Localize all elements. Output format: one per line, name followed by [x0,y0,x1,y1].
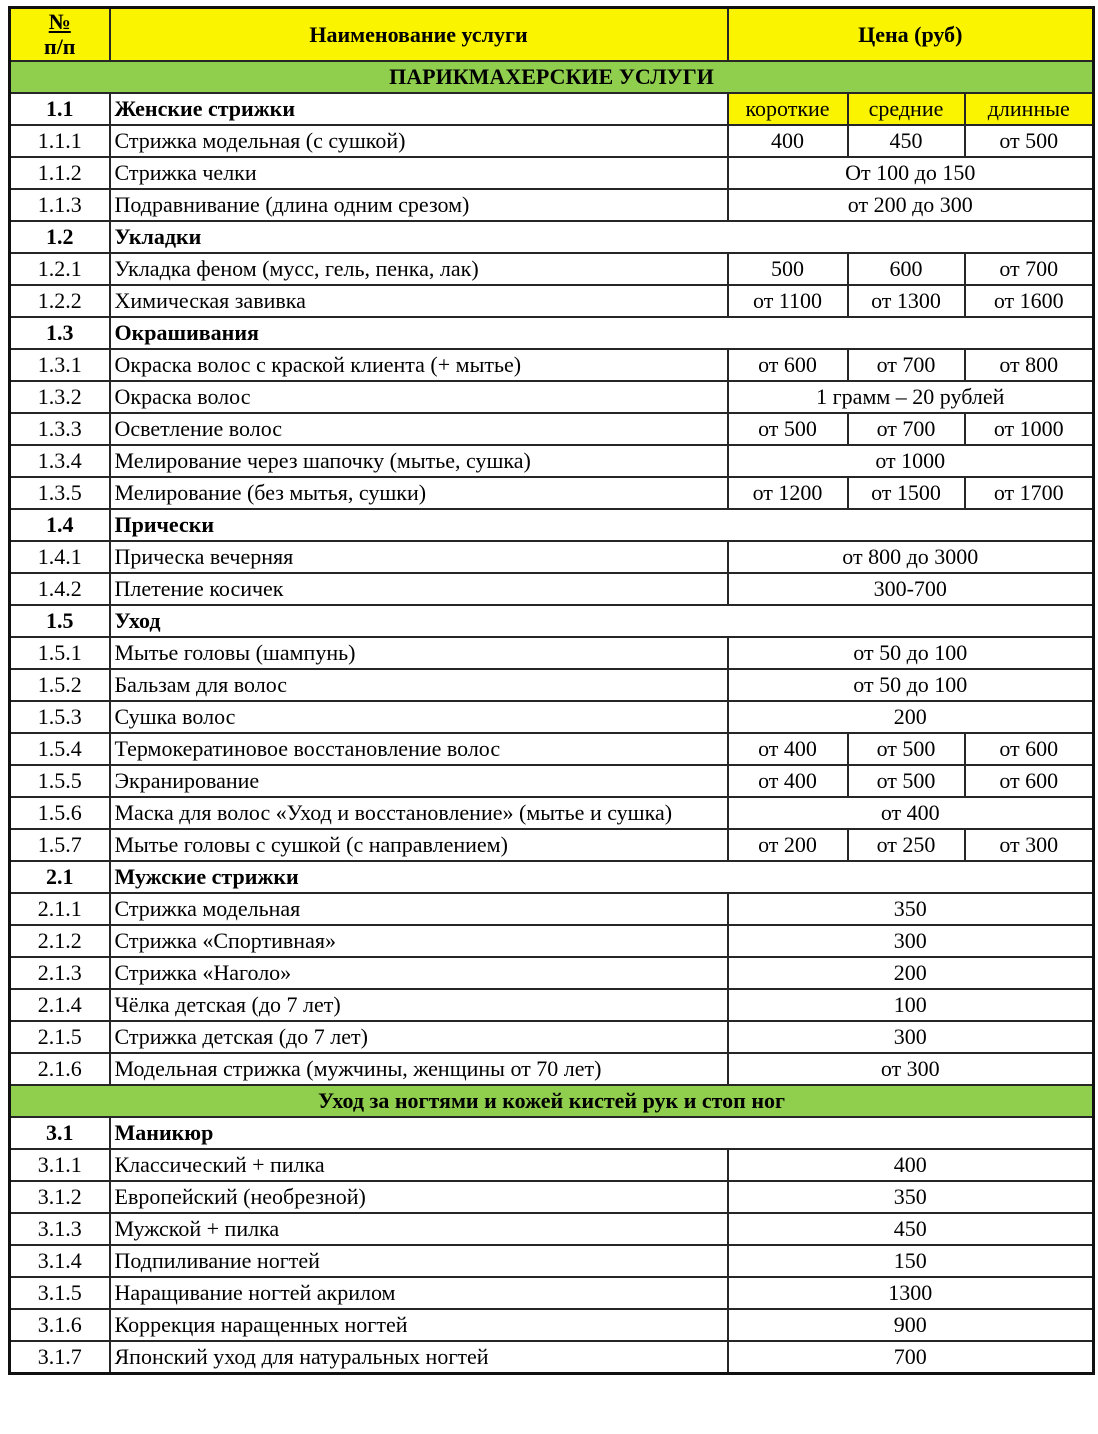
service-name-cell: Мытье головы (шампунь) [110,637,728,669]
price-cell: от 700 [848,413,965,445]
service-name-cell: Чёлка детская (до 7 лет) [110,989,728,1021]
table-row [10,765,1094,797]
table-row [10,1117,1094,1149]
table-row [10,1021,1094,1053]
header-number-line2: п/п [44,34,76,60]
service-name-cell: Мужские стрижки [110,861,1094,893]
price-cell: от 700 [965,253,1094,285]
table-row [10,509,1094,541]
row-number-cell: 1.5.1 [10,637,110,669]
row-number-cell: 1.5.2 [10,669,110,701]
row-number-cell: 1.5.3 [10,701,110,733]
price-cell: от 250 [848,829,965,861]
row-number-cell: 1.3.2 [10,381,110,413]
price-list-table [8,6,1095,1375]
price-cell: 700 [728,1341,1094,1374]
price-cell: от 800 до 3000 [728,541,1094,573]
service-name-cell: Уход [110,605,1094,637]
service-name-cell: Экранирование [110,765,728,797]
price-cell: 300 [728,1021,1094,1053]
header-price-cell: Цена (руб) [728,8,1094,61]
header-number-line1: № [48,9,71,34]
price-cell: от 50 до 100 [728,637,1094,669]
price-cell: от 200 до 300 [728,189,1094,221]
service-name-cell: Прически [110,509,1094,541]
price-cell: От 100 до 150 [728,157,1094,189]
price-cell: 150 [728,1245,1094,1277]
section-band-label: ПАРИКМАХЕРСКИЕ УСЛУГИ [10,61,1094,93]
row-number-cell: 3.1 [10,1117,110,1149]
row-number-cell: 1.2.2 [10,285,110,317]
row-number-cell: 1.3.4 [10,445,110,477]
row-number-cell: 3.1.1 [10,1149,110,1181]
table-row [10,829,1094,861]
table-row [10,605,1094,637]
table-row [10,893,1094,925]
price-cell: от 300 [728,1053,1094,1085]
length-column-header-cell: длинные [965,93,1094,125]
table-row [10,157,1094,189]
row-number-cell: 3.1.6 [10,1309,110,1341]
row-number-cell: 3.1.5 [10,1277,110,1309]
row-number-cell: 2.1.6 [10,1053,110,1085]
table-row [10,573,1094,605]
price-cell: от 500 [848,733,965,765]
row-number-cell: 2.1.1 [10,893,110,925]
table-row [10,477,1094,509]
service-name-cell: Модельная стрижка (мужчины, женщины от 70 лет) [110,1053,728,1085]
table-row [10,445,1094,477]
price-cell: 350 [728,893,1094,925]
row-number-cell: 1.3.1 [10,349,110,381]
row-number-cell: 1.4 [10,509,110,541]
price-cell: от 1000 [728,445,1094,477]
table-row [10,1277,1094,1309]
price-cell: 350 [728,1181,1094,1213]
row-number-cell: 1.3.5 [10,477,110,509]
table-row [10,253,1094,285]
price-cell: от 1000 [965,413,1094,445]
row-number-cell: 2.1.3 [10,957,110,989]
service-name-cell: Стрижка модельная [110,893,728,925]
price-cell: 200 [728,957,1094,989]
row-number-cell: 3.1.4 [10,1245,110,1277]
table-row [10,317,1094,349]
service-name-cell: Стрижка челки [110,157,728,189]
price-cell: от 500 [848,765,965,797]
service-name-cell: Маникюр [110,1117,1094,1149]
row-number-cell: 1.5.6 [10,797,110,829]
service-name-cell: Осветление волос [110,413,728,445]
row-number-cell: 3.1.2 [10,1181,110,1213]
service-name-cell: Подравнивание (длина одним срезом) [110,189,728,221]
price-cell: от 600 [965,733,1094,765]
price-cell: от 400 [728,733,848,765]
price-cell: от 800 [965,349,1094,381]
table-row [10,733,1094,765]
table-row [10,413,1094,445]
row-number-cell: 3.1.3 [10,1213,110,1245]
section-band-row [10,1085,1094,1117]
table-row [10,1309,1094,1341]
row-number-cell: 1.4.2 [10,573,110,605]
row-number-cell: 1.2 [10,221,110,253]
price-cell: от 400 [728,765,848,797]
service-name-cell: Термокератиновое восстановление волос [110,733,728,765]
service-name-cell: Прическа вечерняя [110,541,728,573]
row-number-cell: 1.5 [10,605,110,637]
service-name-cell: Укладки [110,221,1094,253]
table-row [10,189,1094,221]
price-cell: 1 грамм – 20 рублей [728,381,1094,413]
table-row [10,381,1094,413]
price-cell: от 200 [728,829,848,861]
service-name-cell: Коррекция наращенных ногтей [110,1309,728,1341]
price-cell: от 600 [728,349,848,381]
table-row [10,637,1094,669]
row-number-cell: 1.1.1 [10,125,110,157]
table-row [10,349,1094,381]
price-cell: 450 [848,125,965,157]
service-name-cell: Женские стрижки [110,93,728,125]
table-header-row [10,8,1094,61]
table-row [10,701,1094,733]
table-row [10,1053,1094,1085]
table-row [10,925,1094,957]
service-name-cell: Подпиливание ногтей [110,1245,728,1277]
service-name-cell: Мелирование через шапочку (мытье, сушка) [110,445,728,477]
price-cell: от 1700 [965,477,1094,509]
price-cell: от 1300 [848,285,965,317]
table-row [10,285,1094,317]
row-number-cell: 1.5.5 [10,765,110,797]
service-name-cell: Маска для волос «Уход и восстановление» (мытье и сушка) [110,797,728,829]
row-number-cell: 1.1.2 [10,157,110,189]
table-row [10,1213,1094,1245]
table-row [10,1341,1094,1374]
length-column-header-cell: средние [848,93,965,125]
row-number-cell: 1.1.3 [10,189,110,221]
price-cell: 400 [728,1149,1094,1181]
service-name-cell: Окраска волос с краской клиента (+ мытье) [110,349,728,381]
row-number-cell: 1.2.1 [10,253,110,285]
table-row [10,957,1094,989]
service-name-cell: Классический + пилка [110,1149,728,1181]
table-row [10,669,1094,701]
price-cell: 1300 [728,1277,1094,1309]
table-row [10,861,1094,893]
price-cell: от 500 [965,125,1094,157]
row-number-cell: 1.1 [10,93,110,125]
table-row [10,1245,1094,1277]
service-name-cell: Укладка феном (мусс, гель, пенка, лак) [110,253,728,285]
price-cell: от 50 до 100 [728,669,1094,701]
row-number-cell: 1.3.3 [10,413,110,445]
price-cell: 600 [848,253,965,285]
service-name-cell: Стрижка модельная (с сушкой) [110,125,728,157]
table-row [10,1149,1094,1181]
service-name-cell: Бальзам для волос [110,669,728,701]
service-name-cell: Стрижка «Спортивная» [110,925,728,957]
row-number-cell: 1.4.1 [10,541,110,573]
row-number-cell: 1.5.7 [10,829,110,861]
service-name-cell: Окраска волос [110,381,728,413]
price-cell: от 1500 [848,477,965,509]
price-cell: от 400 [728,797,1094,829]
row-number-cell: 3.1.7 [10,1341,110,1374]
header-number-cell [10,8,110,61]
price-cell: 300 [728,925,1094,957]
row-number-cell: 1.5.4 [10,733,110,765]
service-name-cell: Окрашивания [110,317,1094,349]
table-row [10,989,1094,1021]
table-row [10,221,1094,253]
service-name-cell: Мужской + пилка [110,1213,728,1245]
service-name-cell: Стрижка «Наголо» [110,957,728,989]
row-number-cell: 2.1.4 [10,989,110,1021]
price-cell: 450 [728,1213,1094,1245]
row-number-cell: 2.1.5 [10,1021,110,1053]
row-number-cell: 1.3 [10,317,110,349]
service-name-cell: Сушка волос [110,701,728,733]
length-column-header-cell: короткие [728,93,848,125]
price-cell: от 1600 [965,285,1094,317]
price-cell: от 1100 [728,285,848,317]
price-cell: 100 [728,989,1094,1021]
service-name-cell: Японский уход для натуральных ногтей [110,1341,728,1374]
section-band-label: Уход за ногтями и кожей кистей рук и стоп ног [10,1085,1094,1117]
price-cell: от 500 [728,413,848,445]
header-service-name-cell: Наименование услуги [110,8,728,61]
table-row [10,541,1094,573]
price-cell: 400 [728,125,848,157]
row-number-cell: 2.1.2 [10,925,110,957]
section-band-row [10,61,1094,93]
service-name-cell: Стрижка детская (до 7 лет) [110,1021,728,1053]
price-cell: 300-700 [728,573,1094,605]
table-row [10,797,1094,829]
table-row [10,125,1094,157]
table-row [10,93,1094,125]
service-name-cell: Европейский (необрезной) [110,1181,728,1213]
price-cell: 500 [728,253,848,285]
price-cell: 200 [728,701,1094,733]
service-name-cell: Плетение косичек [110,573,728,605]
service-name-cell: Наращивание ногтей акрилом [110,1277,728,1309]
price-cell: от 600 [965,765,1094,797]
price-cell: от 1200 [728,477,848,509]
service-name-cell: Химическая завивка [110,285,728,317]
service-name-cell: Мелирование (без мытья, сушки) [110,477,728,509]
price-cell: от 700 [848,349,965,381]
service-name-cell: Мытье головы с сушкой (с направлением) [110,829,728,861]
table-row [10,1181,1094,1213]
row-number-cell: 2.1 [10,861,110,893]
price-cell: от 300 [965,829,1094,861]
price-cell: 900 [728,1309,1094,1341]
